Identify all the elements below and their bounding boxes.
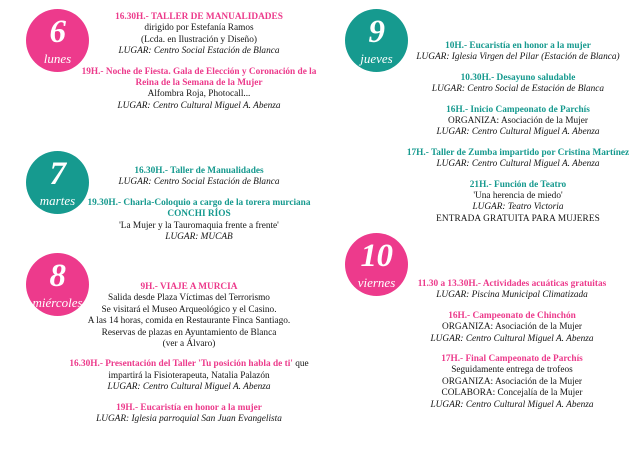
event-detail-line: (ver a Álvaro) [162,339,216,350]
day-events-9-jueves [398,41,638,225]
event-detail-line: LUGAR: Centro Social Estación de Blanca [118,177,280,188]
event-title: 10H.- Eucaristía en honor a la mujer [445,41,591,51]
event-title: 11.30 a 13.30H.- Actividades acuáticas gratuitas [417,279,607,289]
event-item [58,403,320,426]
event-item [386,279,638,302]
day-weekday: jueves [360,51,393,66]
day-number: 6 [49,14,66,50]
event-detail-line: ORGANIZA: Asociación de la Mujer [448,116,588,127]
event-detail-line: ENTRADA GRATUITA PARA MUJERES [436,213,600,224]
event-detail-line: LUGAR: Centro Cultural Miguel A. Abenza [107,382,271,393]
day-weekday: lunes [43,51,72,66]
event-item [398,180,638,226]
day-number: 8 [49,258,66,294]
event-item [80,67,318,113]
event-detail-line: Reservas de plazas en Ayuntamiento de Blanca [101,327,277,338]
event-detail-line: LUGAR: Centro Cultural Miguel A. Abenza [430,399,594,410]
event-title: 19H.- Eucaristía en honor a la mujer [116,402,262,413]
day-events-8-miercoles [58,282,320,425]
event-detail-line: LUGAR: MUCAB [165,232,233,243]
event-detail-line: LUGAR: Centro Cultural Miguel A. Abenza [117,100,281,111]
event-item [398,73,638,96]
day-events-6-lunes [80,12,318,112]
event-detail-line: LUGAR: Iglesia parroquial San Juan Evangelista [96,414,282,425]
event-detail-line: Salida desde Plaza Víctimas del Terrorismo [108,293,270,304]
event-detail-line: A las 14 horas, comida en Restaurante Finca Santiago. [87,316,291,327]
event-detail-line: Se visitará el Museo Arqueológico y el Casino. [101,304,277,315]
day-number: 7 [49,156,66,192]
event-detail-line: LUGAR: Teatro Victoria [472,202,564,213]
event-item [398,41,638,64]
event-item [80,198,318,244]
event-detail-line: ORGANIZA: Asociación de la Mujer [442,376,582,387]
day-events-10-viernes [386,279,638,411]
event-title-suffix: que impartirá la Fisioterapeuta, Natalia Palazón [108,359,309,381]
event-item [58,359,320,393]
event-title: 16.30H.- TALLER DE MANUALIDADES [115,12,283,22]
event-item [398,148,638,171]
event-detail-line: ORGANIZA: Asociación de la Mujer [442,322,582,333]
event-title: 10.30H.- Desayuno saludable [460,72,576,83]
event-title: 16H.- Campeonato de Chinchón [448,310,576,321]
day-number: 10 [360,238,393,274]
event-detail-line: LUGAR: Iglesia Virgen del Pilar (Estación de Blanca) [416,52,620,63]
event-title: 17H.- Final Campeonato de Parchís [441,354,583,365]
event-detail-line: Alfombra Roja, Photocall... [147,89,251,100]
event-item [80,12,318,58]
event-item [58,282,320,350]
event-item [386,311,638,345]
event-item [80,166,318,189]
event-detail-line: 'La Mujer y la Tauromaquia frente a frente' [119,220,279,231]
event-item [398,105,638,139]
day-events-7-martes [80,166,318,243]
event-title: 19.30H.- Charla-Coloquio a cargo de la torera murciana CONCHI RÍOS [87,197,311,220]
event-detail-line: COLABORA: Concejalía de la Mujer [441,388,583,399]
event-detail-line: dirigido por Estefanía Ramos [144,23,254,34]
event-title: 16.30H.- Taller de Manualidades [134,166,264,176]
event-detail-line: 'Una herencia de miedo' [473,191,563,202]
day-number: 9 [368,14,385,50]
event-detail-line: LUGAR: Centro Cultural Miguel A. Abenza [436,127,600,138]
event-detail-line: LUGAR: Centro Social de Estación de Blanca [431,84,605,95]
event-title: 21H.- Función de Teatro [469,179,567,190]
event-item [386,354,638,411]
event-detail-line: (Lcda. en Ilustración y Diseño) [141,34,257,45]
event-title: 17H.- Taller de Zumba impartido por Cristina Martínez [406,147,630,158]
event-detail-line: LUGAR: Piscina Municipal Climatizada [436,290,588,301]
event-title: 16.30H.- Presentación del Taller 'Tu posición habla de ti' que impartirá la Fisioterapeuta, Natalia Palazón [69,359,309,381]
event-detail-line: Seguidamente entrega de trofeos [451,365,573,376]
event-detail-line: LUGAR: Centro Cultural Miguel A. Abenza [430,333,594,344]
event-title: 9H.- VIAJE A MURCIA [140,282,238,292]
day-weekday: martes [39,193,76,208]
event-title: 19H.- Noche de Fiesta. Gala de Elección y Coronación de la Reina de la Semana de la Mujer [81,66,317,89]
event-detail-line: LUGAR: Centro Cultural Miguel A. Abenza [436,159,600,170]
day-weekday: miércoles [32,295,83,310]
event-title: 16H.- Inicio Campeonato de Parchís [446,104,590,115]
day-weekday: viernes [357,275,396,290]
event-detail-line: LUGAR: Centro Social Estación de Blanca [118,46,280,57]
